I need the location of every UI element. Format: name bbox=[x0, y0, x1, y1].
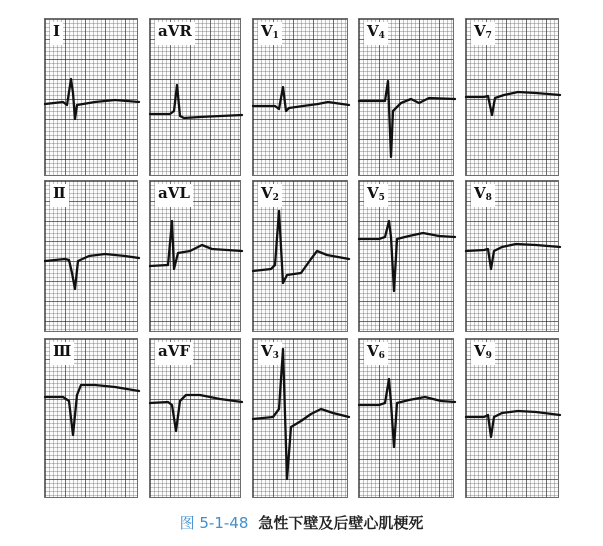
ecg-panel-V7 bbox=[465, 18, 559, 176]
ecg-trace-V3 bbox=[253, 339, 347, 497]
ecg-trace-V4 bbox=[359, 19, 453, 175]
ecg-trace-III bbox=[45, 339, 137, 497]
ecg-panel-V8 bbox=[465, 180, 559, 332]
ecg-trace-aVF bbox=[150, 339, 240, 497]
ecg-panel-aVR bbox=[149, 18, 241, 176]
ecg-trace-V1 bbox=[253, 19, 347, 175]
ecg-panel-V4 bbox=[358, 18, 454, 176]
lead-label-aVL: aVL bbox=[155, 184, 193, 207]
ecg-panel-V6 bbox=[358, 338, 454, 498]
ecg-trace-aVR bbox=[150, 19, 240, 175]
figure-caption bbox=[0, 513, 603, 533]
lead-label-V3: $V_3$ bbox=[258, 342, 282, 365]
ecg-trace-V2 bbox=[253, 181, 347, 331]
ecg-trace-I bbox=[45, 19, 137, 175]
lead-label-III: Ⅲ bbox=[50, 342, 74, 365]
ecg-trace-V7 bbox=[466, 19, 558, 175]
lead-label-V7: $V_7$ bbox=[471, 22, 495, 45]
ecg-panel-V1 bbox=[252, 18, 348, 176]
lead-label-aVR: aVR bbox=[155, 22, 195, 45]
lead-label-V6: $V_6$ bbox=[364, 342, 388, 365]
ecg-panel-aVL bbox=[149, 180, 241, 332]
lead-label-V2: $V_2$ bbox=[258, 184, 282, 207]
figure-title: 急性下壁及后壁心肌梗死 bbox=[258, 514, 424, 532]
lead-label-V8: $V_8$ bbox=[471, 184, 495, 207]
lead-label-V1: $V_1$ bbox=[258, 22, 282, 45]
lead-label-I: I bbox=[50, 22, 63, 45]
ecg-panel-aVF bbox=[149, 338, 241, 498]
ecg-panel-V3 bbox=[252, 338, 348, 498]
lead-label-V5: $V_5$ bbox=[364, 184, 388, 207]
ecg-trace-V9 bbox=[466, 339, 558, 497]
ecg-trace-V6 bbox=[359, 339, 453, 497]
ecg-panel-I bbox=[44, 18, 138, 176]
lead-label-V9: $V_9$ bbox=[471, 342, 495, 365]
lead-label-V4: $V_4$ bbox=[364, 22, 388, 45]
ecg-trace-V5 bbox=[359, 181, 453, 331]
ecg-trace-II bbox=[45, 181, 137, 331]
ecg-trace-V8 bbox=[466, 181, 558, 331]
lead-label-aVF: aVF bbox=[155, 342, 193, 365]
ecg-trace-aVL bbox=[150, 181, 240, 331]
ecg-panel-V9 bbox=[465, 338, 559, 498]
ecg-panel-V5 bbox=[358, 180, 454, 332]
lead-label-II: Ⅱ bbox=[50, 184, 69, 207]
figure-number: 图 5-1-48 bbox=[179, 514, 249, 532]
ecg-panel-III bbox=[44, 338, 138, 498]
ecg-panel-II bbox=[44, 180, 138, 332]
ecg-panel-V2 bbox=[252, 180, 348, 332]
